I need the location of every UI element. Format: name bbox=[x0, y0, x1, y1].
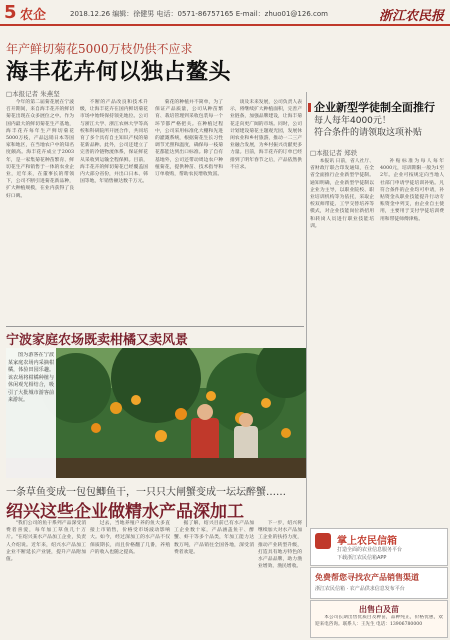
sidebar-column-2: 补贴标准为每人每年4000元，培训期限一般为1至2年。企业可按规定向当地人社部门申请学徒培训补贴。凡符合条件的企业均可申请，补贴资金从职业技能提升行动专账资金中列支，由企业自主使用，主要用于支付学徒培训费用和带徒师傅津贴。 bbox=[380, 159, 444, 222]
bottom-title: 绍兴这些企业做精水产品深加工 bbox=[6, 502, 244, 522]
paper-name: 浙江农民报 bbox=[378, 9, 444, 24]
bottom-column-4: 下一步，绍兴将继续加大对水产品加工企业的扶持力度，推动产业转型升级，打造具有地方特色的水产品品牌，助力渔业增效、渔民增收。 bbox=[258, 521, 302, 570]
section-name: 农企 bbox=[20, 8, 47, 23]
sidebar-subtitle-1: 每人每年4000元！ bbox=[314, 116, 391, 126]
bottom-subtitle: 一条草鱼变成一包包鲫鱼干，一只只大闸蟹变成一坛坛醉蟹…… bbox=[6, 487, 286, 498]
bottom-column-3: 据了解，绍兴目前已有水产品加工企业数十家，产品涵盖鱼干、醉蟹、虾干等多个品类，年加工能力达数万吨，产品销往全国各地，深受消费者欢迎。 bbox=[174, 521, 254, 555]
promo-app-box[interactable] bbox=[310, 528, 448, 566]
lead-title: 海丰花卉何以独占鳌头 bbox=[6, 60, 232, 85]
column-divider bbox=[306, 92, 307, 527]
bottom-column-1: "我们公司的鱼干系列产品深受消费者喜爱，每年加工草鱼几十万斤。"在绍兴某水产品加工企业，负责人介绍说。近年来，绍兴水产品加工企业不断延长产业链，提升产品附加值。 bbox=[6, 521, 86, 563]
promo-sales-title: 免费帮您寻找农产品销售渠道 bbox=[315, 573, 419, 582]
lead-byline: □本报记者 朱燕坚 bbox=[6, 90, 60, 98]
promo-app-line2: 下载浙江农民信箱APP bbox=[337, 555, 387, 561]
lead-column-1: 今年的第二届菊花展在宁波召开期间，来自海丰花卉的鲜切菊花出现在众多展位之中。作为国内最大的鲜切菊花生产基地，海丰花卉每年生产鲜切菊花5000万枝，产品远销日本等国家和地区，在当地农户中的知名度颇高。海丰花卉成立于2003年，是一家集菊花种苗繁育、鲜切花生产和销售于一体的农业企业，近年来，在董事长的带领下，公司不断引进菊花新品种，扩大种植规模，在业内获得了良好口碑。 bbox=[6, 100, 74, 199]
promo-app-title: 掌上农民信箱 bbox=[337, 536, 397, 547]
section-divider bbox=[6, 326, 304, 327]
lead-column-2: 不断的产品改良和技术升级，让海丰花卉在国内鲜切菊花市场中始终保持领先地位。公司与浙江大学、浙江农林大学等高校和科研院所开展合作，共同培育了多个具有自主知识产权的菊花新品种。此外，公司还建立了完善的冷链物流体系，保证鲜花从采收到运输全程保鲜。目前，海丰花卉的鲜切菊花已经覆盖国内大部分省份，并出口日本、韩国等地，年销售额达数千万元。 bbox=[80, 100, 148, 185]
promo-sales-line: 浙江农民信箱 · 农产品供求信息发布平台 bbox=[315, 586, 405, 592]
lead-column-4: 谈及未来发展，公司负责人表示，将继续扩大种植面积，完善产业链条，加强品牌建设，让海丰菊花走向更广阔的市场。同时，公司计划建设菊花主题观光园，发展休闲农业和乡村旅游，推动一二三产业融合发展，为乡村振兴贡献更多力量。目前，海丰花卉的订单已经排到了明年春节之后，产品依然供不应求。 bbox=[230, 100, 302, 170]
middle-title: 宁波家庭农场既卖柑橘又卖风景 bbox=[6, 333, 189, 348]
sidebar-marker bbox=[308, 103, 311, 112]
masthead-info: 2018.12.26 编辑：徐健男 电话：0571-86757165 E-mail：zhuo01@126.com bbox=[70, 10, 328, 18]
promo-seedling-text: 本公司长期出售优质白及种苗，品种纯正，价格优惠，欢迎来电咨询。联系人：王先生 电话：13906780000 bbox=[315, 615, 443, 627]
promo-app-line1: 打造全面的农业信息服务平台 bbox=[337, 547, 403, 553]
app-logo-icon bbox=[315, 533, 331, 549]
promo-seedling-box[interactable] bbox=[310, 600, 448, 638]
sidebar-byline: □本报记者 郑轶 bbox=[310, 149, 358, 157]
promo-sales-box[interactable] bbox=[310, 567, 448, 599]
photo-caption: 图为游客在宁波某家庭农场内采摘柑橘，体验田园乐趣。该农场将柑橘种植与休闲观光相结合，吸引了大批城市游客前来游玩。 bbox=[8, 352, 54, 403]
sidebar-title: 企业新型学徒制全面推行 bbox=[314, 101, 435, 114]
promo-seedling-title: 出售白及苗 bbox=[359, 605, 399, 614]
sidebar-subtitle-2: 符合条件的请领取这项补贴 bbox=[314, 128, 423, 138]
bottom-column-2: 过去，当地养殖户养的鱼大多直接上市销售，价格受市场波动影响大。如今，经过深加工的水产品不仅保质期长，而且价格翻了几番，养殖户的收入也随之提高。 bbox=[90, 521, 170, 555]
sidebar-column-1: 本报讯 日前，省人社厅、省财政厅联合印发通知，在全省全面推行企业新型学徒制。通知明确，企业新型学徒制以企业为主导，以职业院校、职业培训机构等为依托，采取企校双师带徒、工学交替培养等模式，对企业技能岗位新招用和转岗人员进行职业技能培训。 bbox=[310, 159, 374, 229]
lead-column-3: 菊花的种植并不简单，为了保证产品质量，公司从种苗繁育、栽培管理到采收包装每一个环节都严格把关。在种植过程中，公司采用标准化大棚和先进的灌溉系统，根据菊花生长习性调节光照和温度，确保每一枝菊花都能达到出口标准。除了自有基地外，公司还带动周边农户种植菊花，提供种苗、技术指导和订单收购，帮助农民增收致富。 bbox=[155, 100, 223, 178]
page-number: 5 bbox=[4, 2, 17, 23]
lead-subtitle: 年产鲜切菊花5000万枝仍供不应求 bbox=[6, 42, 193, 56]
